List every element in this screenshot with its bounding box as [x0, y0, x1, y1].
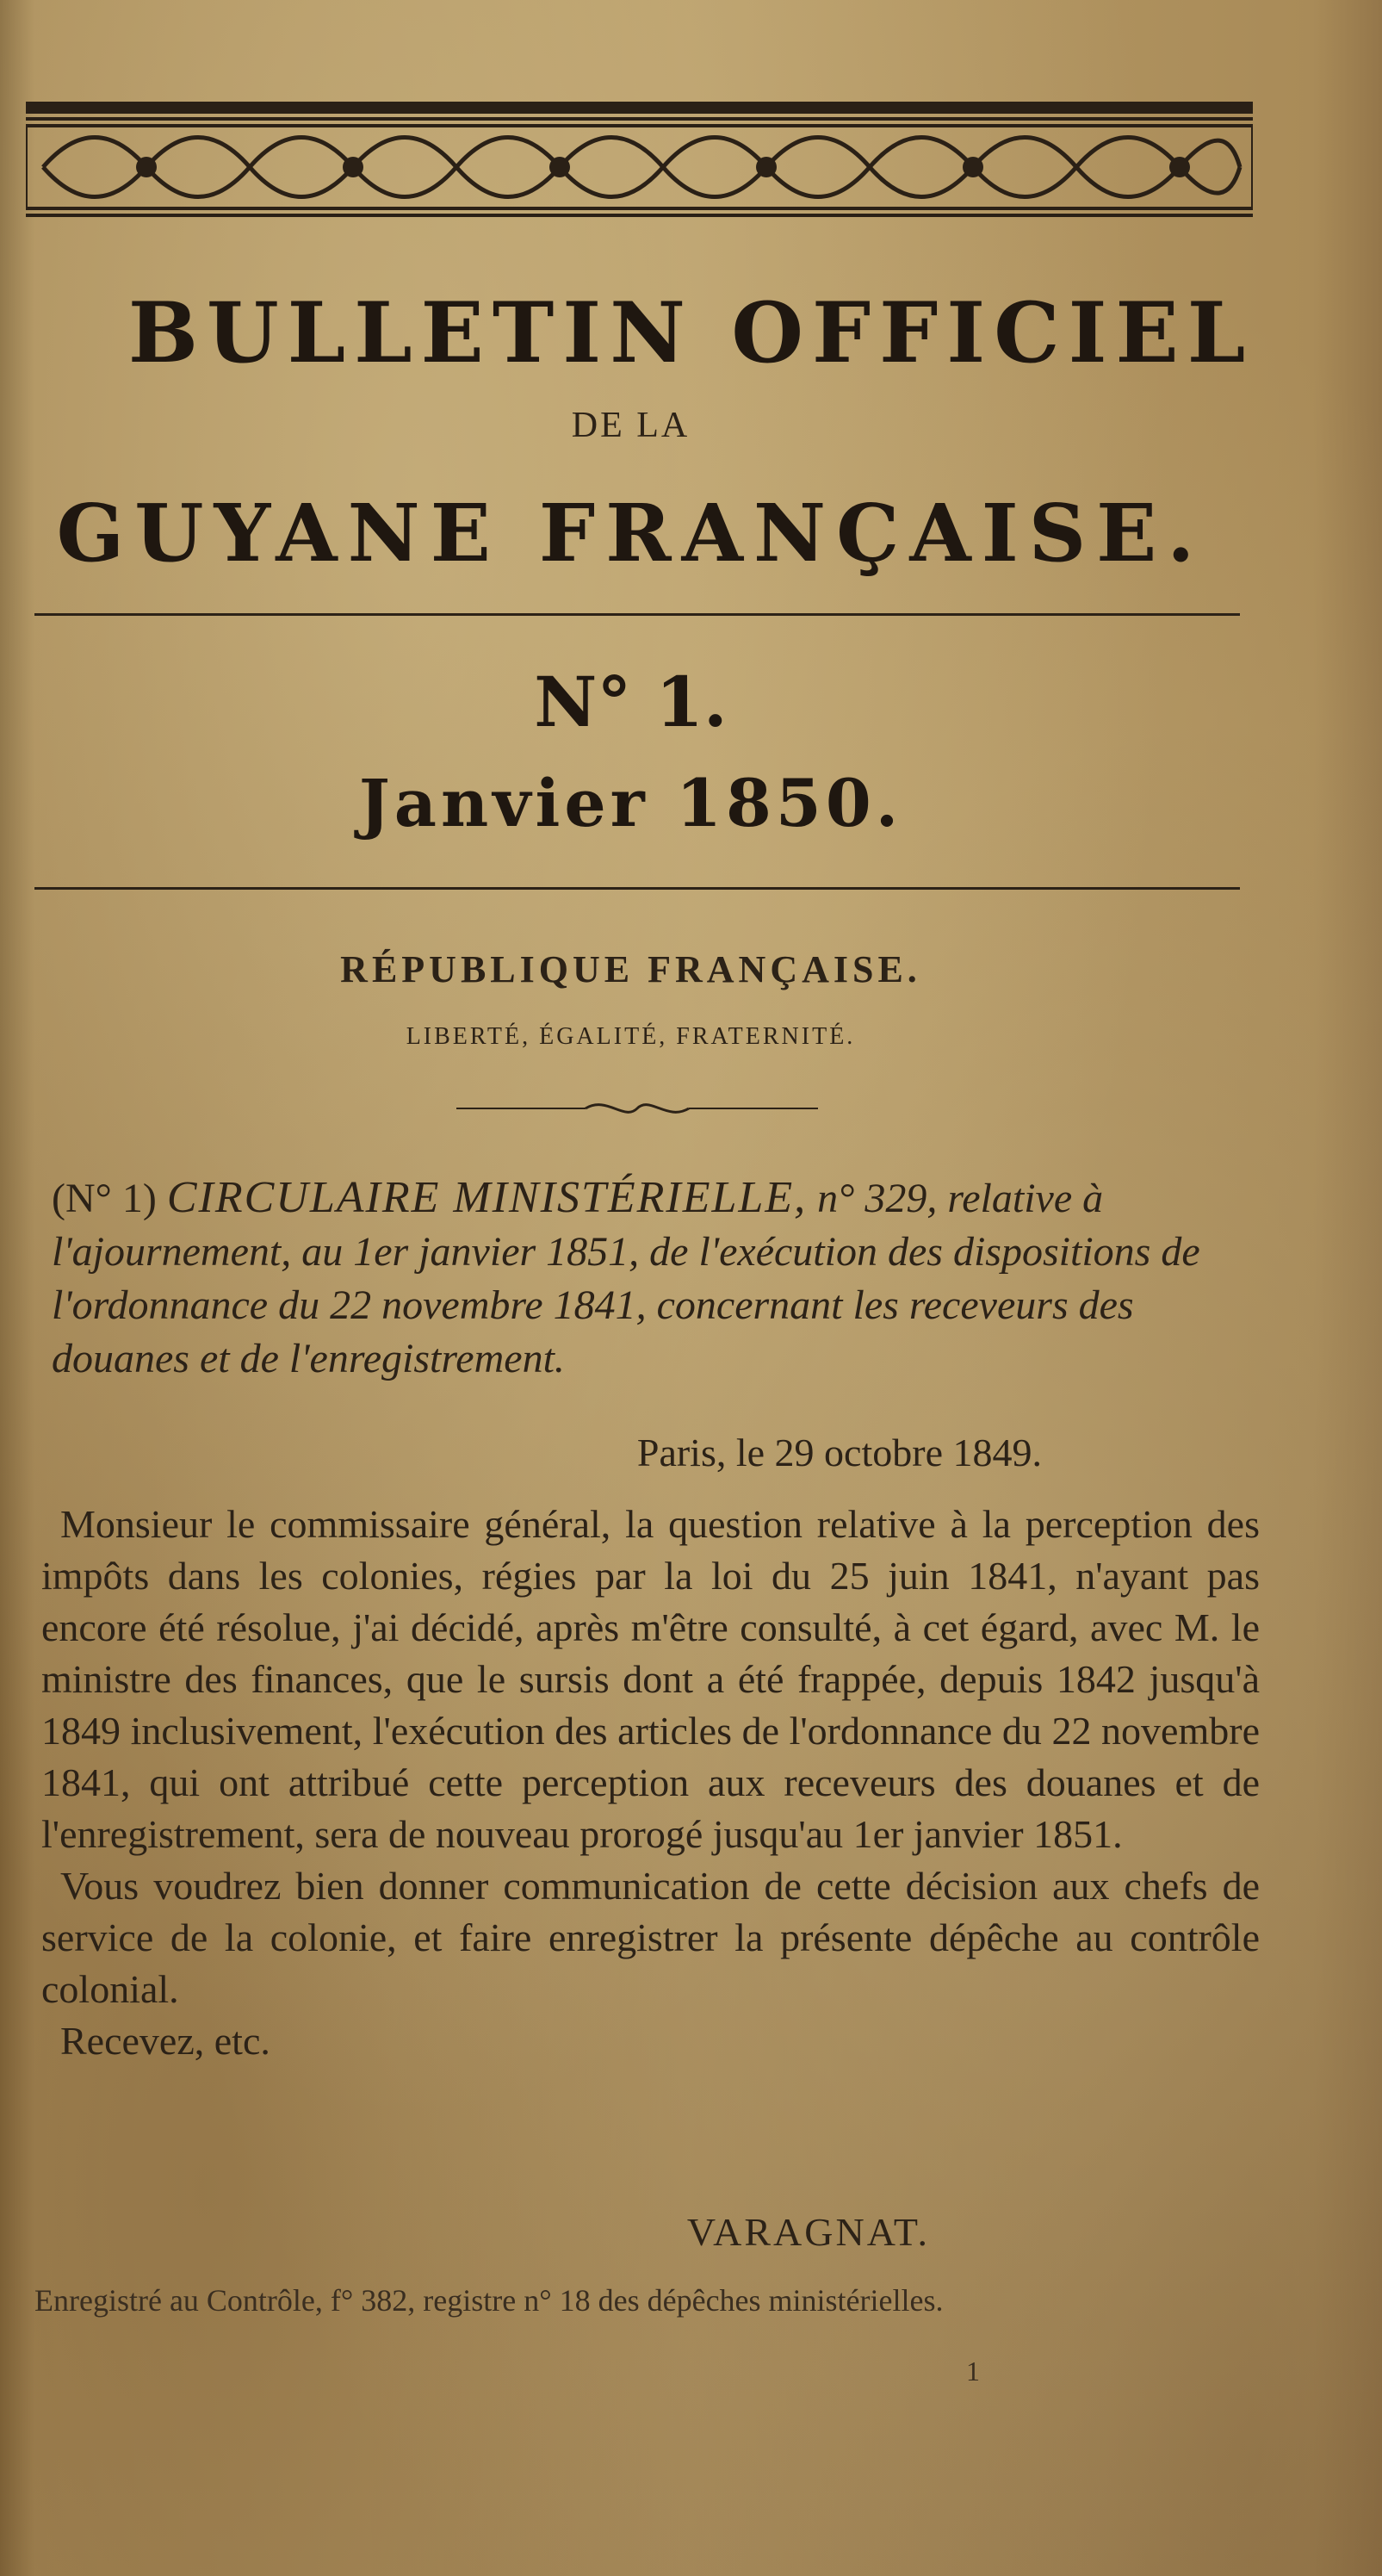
body-paragraph: Monsieur le commissaire général, la question relative à la perception des impôts dans les colonies, régies par la loi du 25 juin 1841, n'ayant pas encore été résolue, j'ai décidé, après m'être consulté, à cet égard, avec M. le ministre des finances, que le sursis dont a été frappée, depuis 1842 jusqu'à 1849 inclusivement, l'exécution des articles de l'ordonnance du 22 novembre 1841, qui ont attribué cette perception aux receveurs des douanes et de l'enregistrement, sera de nouveau prorogé jusqu'au 1er janvier 1851.	[41, 1502, 1260, 1856]
issue-date: Janvier 1850.	[358, 765, 903, 841]
registration-note: Enregistré au Contrôle, f° 382, registre n° 18 des dépêches ministérielles.	[34, 2283, 944, 2318]
colony-title: GUYANE FRANÇAISE.	[56, 487, 1205, 580]
circular-heading: CIRCULAIRE MINISTÉRIELLE,	[166, 1173, 808, 1222]
signature: VARAGNAT.	[686, 2210, 930, 2254]
bulletin-title: BULLETIN OFFICIEL	[127, 284, 1255, 382]
title-connector: DE LA	[571, 406, 691, 445]
issue-rule	[34, 887, 1240, 890]
body-paragraph: Recevez, etc.	[60, 2019, 270, 2063]
circular-number: (N° 1)	[52, 1176, 157, 1221]
circular-subject: n° 329, relative à l'ajournement, au 1er janvier 1851, de l'exécution des dispositions de l'ordonnance du 22 novembre 1841, concernant les receveurs des douanes et de l'enregistrement.	[52, 1176, 1200, 1381]
dateline: Paris, le 29 octobre 1849.	[636, 1431, 1042, 1474]
letter-body	[41, 1499, 1260, 2067]
flourish-ornament	[456, 1096, 818, 1121]
title-rule	[34, 613, 1240, 616]
folio-number: 1	[966, 2356, 980, 2387]
body-paragraph: Vous voudrez bien donner communication de cette décision aux chefs de service de la colonie, et faire enregistrer la présente dépêche au contrôle colonial.	[41, 1864, 1260, 2011]
issue-number: N° 1.	[534, 661, 728, 742]
circular-title-block	[52, 1171, 1257, 1386]
ornamental-header-band	[26, 102, 1253, 222]
republic-heading: RÉPUBLIQUE FRANÇAISE.	[340, 948, 921, 990]
republic-motto: LIBERTÉ, ÉGALITÉ, FRATERNITÉ.	[406, 1023, 856, 1050]
